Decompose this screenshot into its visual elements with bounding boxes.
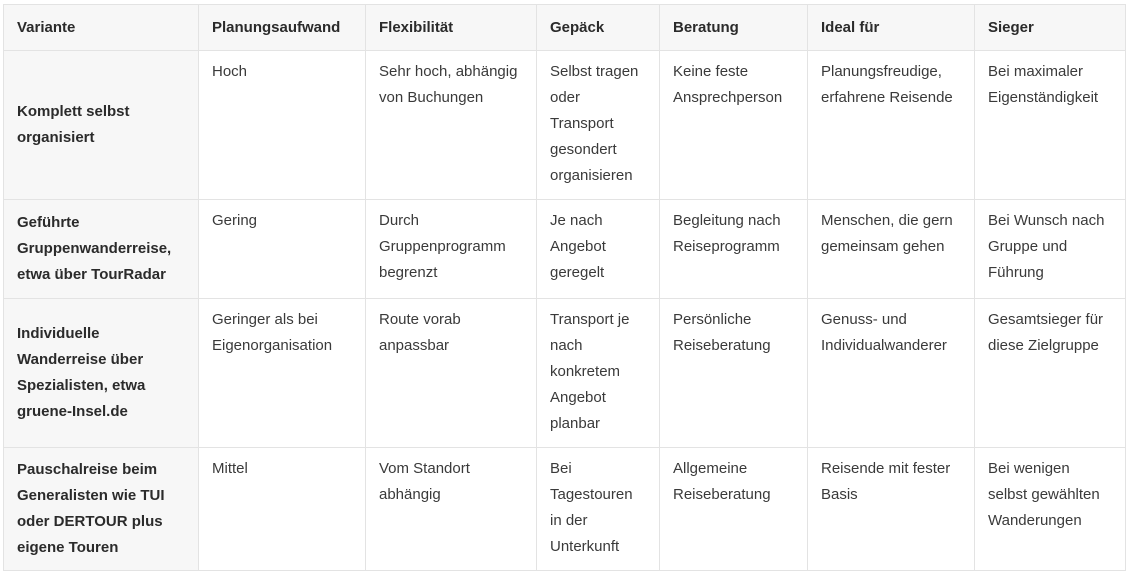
header-beratung: Beratung — [660, 5, 808, 51]
cell-sieger: Bei wenigen selbst gewählten Wanderungen — [975, 448, 1126, 571]
cell-sieger: Bei maximaler Eigenständigkeit — [975, 51, 1126, 200]
table-row — [4, 51, 1126, 200]
cell-ideal-fuer: Reisende mit fester Basis — [808, 448, 975, 571]
cell-flexibilitaet: Durch Gruppenprogramm begrenzt — [366, 200, 537, 299]
cell-planungsaufwand: Mittel — [199, 448, 366, 571]
cell-ideal-fuer: Menschen, die gern gemeinsam gehen — [808, 200, 975, 299]
table-header-row — [4, 5, 1126, 51]
cell-ideal-fuer: Genuss- und Individualwanderer — [808, 299, 975, 448]
cell-sieger: Gesamtsieger für diese Zielgruppe — [975, 299, 1126, 448]
cell-beratung: Persönliche Reiseberatung — [660, 299, 808, 448]
cell-sieger: Bei Wunsch nach Gruppe und Führung — [975, 200, 1126, 299]
comparison-table — [3, 4, 1126, 571]
cell-planungsaufwand: Geringer als bei Eigenorganisation — [199, 299, 366, 448]
table-row — [4, 448, 1126, 571]
comparison-table-container — [3, 4, 1125, 571]
cell-beratung: Keine feste Ansprechperson — [660, 51, 808, 200]
header-ideal-fuer: Ideal für — [808, 5, 975, 51]
header-variante: Variante — [4, 5, 199, 51]
table-row — [4, 299, 1126, 448]
header-sieger: Sieger — [975, 5, 1126, 51]
cell-variante: Komplett selbst organisiert — [4, 51, 199, 200]
cell-flexibilitaet: Route vorab anpassbar — [366, 299, 537, 448]
cell-gepaeck: Selbst tragen oder Transport gesondert organisieren — [537, 51, 660, 200]
header-planungsaufwand: Planungsaufwand — [199, 5, 366, 51]
cell-gepaeck: Je nach Angebot geregelt — [537, 200, 660, 299]
cell-planungsaufwand: Hoch — [199, 51, 366, 200]
cell-variante: Geführte Gruppenwanderreise, etwa über TourRadar — [4, 200, 199, 299]
cell-planungsaufwand: Gering — [199, 200, 366, 299]
cell-gepaeck: Transport je nach konkretem Angebot planbar — [537, 299, 660, 448]
cell-variante: Individuelle Wanderreise über Spezialisten, etwa gruene-Insel.de — [4, 299, 199, 448]
table-row — [4, 200, 1126, 299]
header-flexibilitaet: Flexibilität — [366, 5, 537, 51]
cell-flexibilitaet: Vom Standort abhängig — [366, 448, 537, 571]
cell-ideal-fuer: Planungsfreudige, erfahrene Reisende — [808, 51, 975, 200]
cell-flexibilitaet: Sehr hoch, abhängig von Buchungen — [366, 51, 537, 200]
cell-variante: Pauschalreise beim Generalisten wie TUI oder DERTOUR plus eigene Touren — [4, 448, 199, 571]
header-gepaeck: Gepäck — [537, 5, 660, 51]
cell-beratung: Allgemeine Reiseberatung — [660, 448, 808, 571]
cell-gepaeck: Bei Tagestouren in der Unterkunft — [537, 448, 660, 571]
cell-beratung: Begleitung nach Reiseprogramm — [660, 200, 808, 299]
